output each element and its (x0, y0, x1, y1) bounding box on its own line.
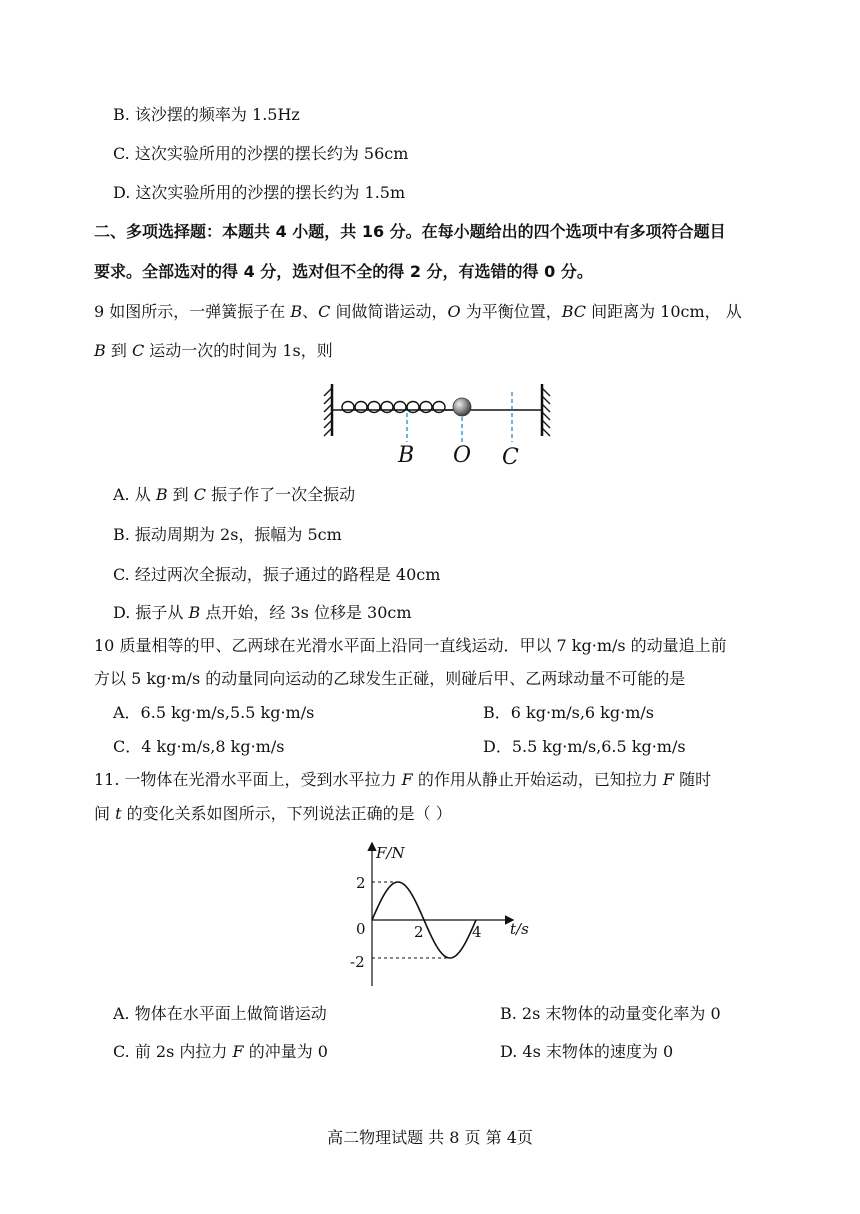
q9-stem-line1: 9 如图所示，一弹簧振子在 B、C 间做简谐运动，O 为平衡位置，BC 间距离为 10cm， 从 (94, 302, 742, 321)
q10-stem-line1: 10 质量相等的甲、乙两球在光滑水平面上沿同一直线运动．甲以 7 kg·m/s 的动量追上前 (94, 636, 727, 655)
q9-option-d: D. 振子从 B 点开始，经 3s 位移是 30cm (113, 603, 412, 622)
y-tick-0: 0 (356, 920, 366, 938)
q11-stem-line1: 11. 一物体在光滑水平面上，受到水平拉力 F 的作用从静止开始运动，已知拉力 F 随时 (94, 770, 712, 789)
q10-option-d: D．5.5 kg·m/s,6.5 kg·m/s (483, 737, 686, 756)
y-axis-label: F/N (376, 844, 405, 862)
section2-heading-line2: 要求。全部选对的得 4 分，选对但不全的得 2 分，有选错的得 0 分。 (94, 262, 593, 281)
q10-stem-line2: 方以 5 kg·m/s 的动量同向运动的乙球发生正碰，则碰后甲、乙两球动量不可能的是 (94, 669, 686, 688)
spring-coils (342, 402, 445, 413)
q8-option-d: D. 这次实验所用的沙摆的摆长约为 1.5m (113, 183, 406, 202)
label-b: B (398, 443, 415, 468)
label-o: O (453, 443, 472, 468)
x-axis-label: t/s (510, 920, 529, 938)
q11-option-d: D. 4s 末物体的速度为 0 (500, 1042, 674, 1061)
q9-option-c: C. 经过两次全振动，振子通过的路程是 40cm (113, 565, 441, 584)
q8-option-c: C. 这次实验所用的沙摆的摆长约为 56cm (113, 144, 409, 163)
q11-stem-line2: 间 t 的变化关系如图所示，下列说法正确的是（ ） (94, 804, 452, 823)
y-tick-2: 2 (356, 874, 366, 892)
q10-option-b: B．6 kg·m/s,6 kg·m/s (483, 703, 654, 722)
q11-option-c: C. 前 2s 内拉力 F 的冲量为 0 (113, 1042, 328, 1061)
spring-oscillator-figure (318, 380, 562, 470)
q9-option-a: A. 从 B 到 C 振子作了一次全振动 (113, 485, 356, 504)
oscillator-ball (453, 398, 471, 416)
force-time-graph (330, 838, 540, 988)
q11-option-b: B. 2s 末物体的动量变化率为 0 (500, 1004, 721, 1023)
label-c: C (502, 445, 519, 470)
q10-option-c: C．4 kg·m/s,8 kg·m/s (113, 737, 285, 756)
q8-option-b: B. 该沙摆的频率为 1.5Hz (113, 105, 300, 124)
x-tick-4: 4 (472, 923, 482, 941)
q10-option-a: A．6.5 kg·m/s,5.5 kg·m/s (113, 703, 315, 722)
x-tick-2: 2 (414, 923, 424, 941)
section2-heading-line1: 二、多项选择题：本题共 4 小题，共 16 分。在每小题给出的四个选项中有多项符合题目 (94, 222, 726, 241)
q9-option-b: B. 振动周期为 2s，振幅为 5cm (113, 525, 342, 544)
y-tick-neg2: -2 (350, 953, 365, 971)
q9-stem-line2: B 到 C 运动一次的时间为 1s，则 (94, 341, 333, 360)
q11-option-a: A. 物体在水平面上做简谐运动 (113, 1004, 327, 1023)
page-footer: 高二物理试题 共 8 页 第 4页 (327, 1128, 533, 1147)
